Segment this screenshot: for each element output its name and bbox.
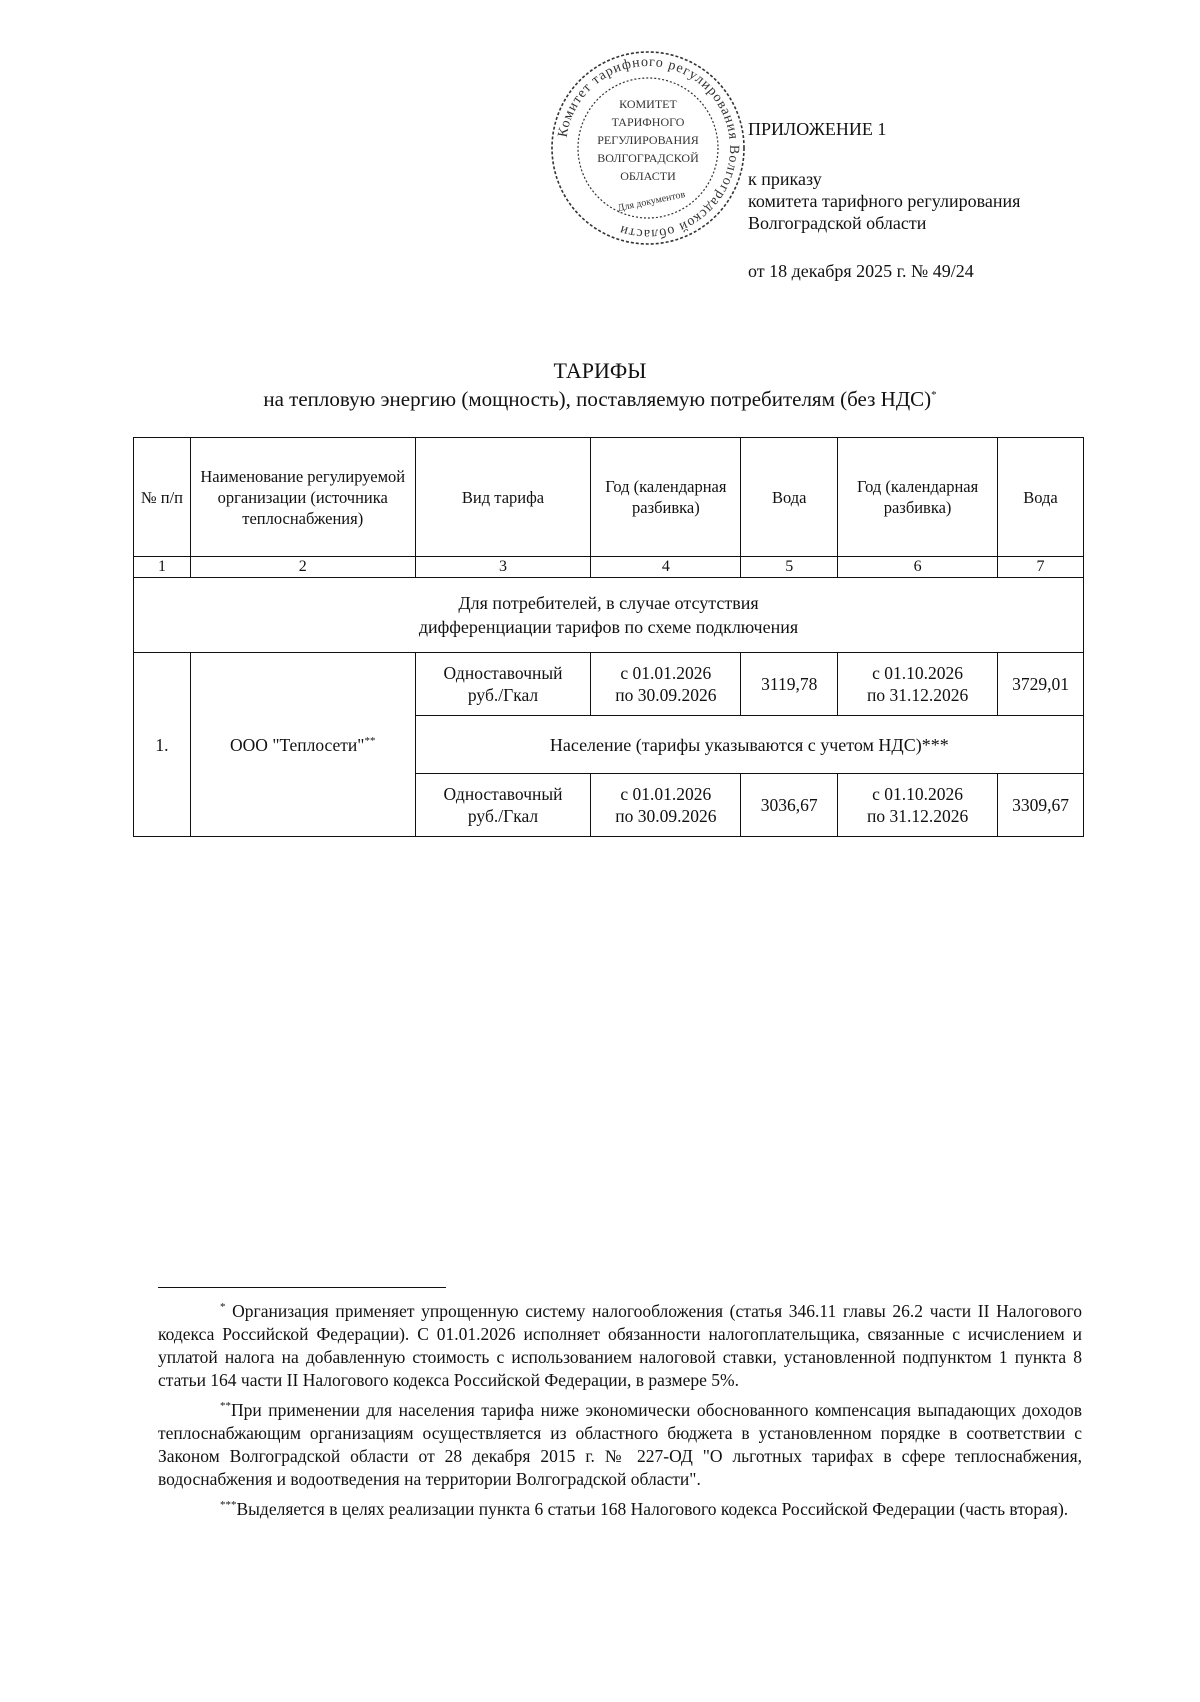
- table-row: [134, 653, 1084, 716]
- water-value-1: 3036,67: [741, 774, 838, 837]
- footnote-3: ***Выделяется в целях реализации пункта 6 статьи 168 Налогового кодекса Российской Федерации (часть вторая).: [220, 1499, 1069, 1519]
- col-number: 6: [838, 557, 998, 578]
- section-title: Для потребителей, в случае отсутствия дифференциации тарифов по схеме подключения: [134, 578, 1084, 653]
- document-heading: [0, 357, 1200, 413]
- document-subtitle: на тепловую энергию (мощность), поставляемую потребителям (без НДС)*: [263, 387, 937, 411]
- organization-name: ООО "Теплосети"**: [190, 653, 415, 837]
- document-title: ТАРИФЫ: [553, 358, 647, 383]
- tariff-type: Одноставочный руб./Гкал: [415, 653, 591, 716]
- water-value-2: 3309,67: [998, 774, 1084, 837]
- appendix-region: Волгоградской области: [748, 213, 927, 233]
- col-number: 4: [591, 557, 741, 578]
- col-number: 5: [741, 557, 838, 578]
- period-2: с 01.10.2026 по 31.12.2026: [838, 653, 998, 716]
- official-seal-stamp: [548, 48, 748, 248]
- header-year-1: Год (календарная разбивка): [591, 438, 741, 557]
- table-header-row: [134, 438, 1084, 557]
- footnote-divider: [158, 1287, 446, 1288]
- footnote-2: **При применении для населения тарифа ниже экономически обоснованного компенсация выпадающих доходов теплоснабжающим организациям осуществляется из областного бюджета в установленном порядке в соответствии с Законом Волгоградской области от 28 декабря 2015 г. № 227-ОД "О льготных тарифах в сфере теплоснабжения, водоснабжения и водоотведения на территории Волгоградской области".: [158, 1400, 1082, 1489]
- seal-line-4: ВОЛГОГРАДСКОЙ: [597, 151, 699, 165]
- seal-bottom-text: Для документов: [616, 189, 687, 215]
- appendix-title: ПРИЛОЖЕНИЕ 1: [748, 119, 887, 139]
- header-year-2: Год (календарная разбивка): [838, 438, 998, 557]
- header-org: Наименование регулируемой организации (источника теплоснабжения): [190, 438, 415, 557]
- org-footnote-mark: **: [364, 734, 376, 747]
- tariffs-table: [133, 437, 1084, 837]
- tariff-type: Одноставочный руб./Гкал: [415, 774, 591, 837]
- population-title: Население (тарифы указываются с учетом НДС)***: [415, 716, 1083, 774]
- water-value-1: 3119,78: [741, 653, 838, 716]
- col-number: 1: [134, 557, 191, 578]
- water-value-2: 3729,01: [998, 653, 1084, 716]
- header-tariff-type: Вид тарифа: [415, 438, 591, 557]
- header-num: № п/п: [134, 438, 191, 557]
- column-number-row: [134, 557, 1084, 578]
- footnote-1: * Организация применяет упрощенную систему налогообложения (статья 346.11 главы 26.2 части II Налогового кодекса Российской Федерации). С 01.01.2026 исполняет обязанности налогоплательщика, связанные с исчислением и уплатой налога на добавленную стоимость с использованием налоговой ставки, установленной подпунктом 1 пункта 8 статьи 164 части II Налогового кодекса Российской Федерации, в размере 5%.: [158, 1301, 1082, 1390]
- seal-ring-text: Комитет тарифного регулирования Волгоградской области: [555, 54, 742, 242]
- appendix-date: от 18 декабря 2025 г. № 49/24: [748, 261, 974, 281]
- seal-line-3: РЕГУЛИРОВАНИЯ: [597, 133, 699, 147]
- seal-line-1: КОМИТЕТ: [619, 97, 677, 111]
- col-number: 7: [998, 557, 1084, 578]
- footnotes: [158, 1300, 1082, 1528]
- seal-line-5: ОБЛАСТИ: [620, 169, 676, 183]
- col-number: 2: [190, 557, 415, 578]
- subtitle-footnote-mark: *: [931, 389, 937, 401]
- row-number: 1.: [134, 653, 191, 837]
- period-1: с 01.01.2026 по 30.09.2026: [591, 653, 741, 716]
- appendix-committee: комитета тарифного регулирования: [748, 191, 1021, 211]
- appendix-to-order: к приказу: [748, 169, 822, 189]
- svg-text:Комитет тарифного регулировани: [556, 55, 741, 241]
- period-1: с 01.01.2026 по 30.09.2026: [591, 774, 741, 837]
- seal-line-2: ТАРИФНОГО: [611, 115, 685, 129]
- appendix-header: [748, 118, 1020, 282]
- section-row: [134, 578, 1084, 653]
- header-water-2: Вода: [998, 438, 1084, 557]
- header-water-1: Вода: [741, 438, 838, 557]
- col-number: 3: [415, 557, 591, 578]
- period-2: с 01.10.2026 по 31.12.2026: [838, 774, 998, 837]
